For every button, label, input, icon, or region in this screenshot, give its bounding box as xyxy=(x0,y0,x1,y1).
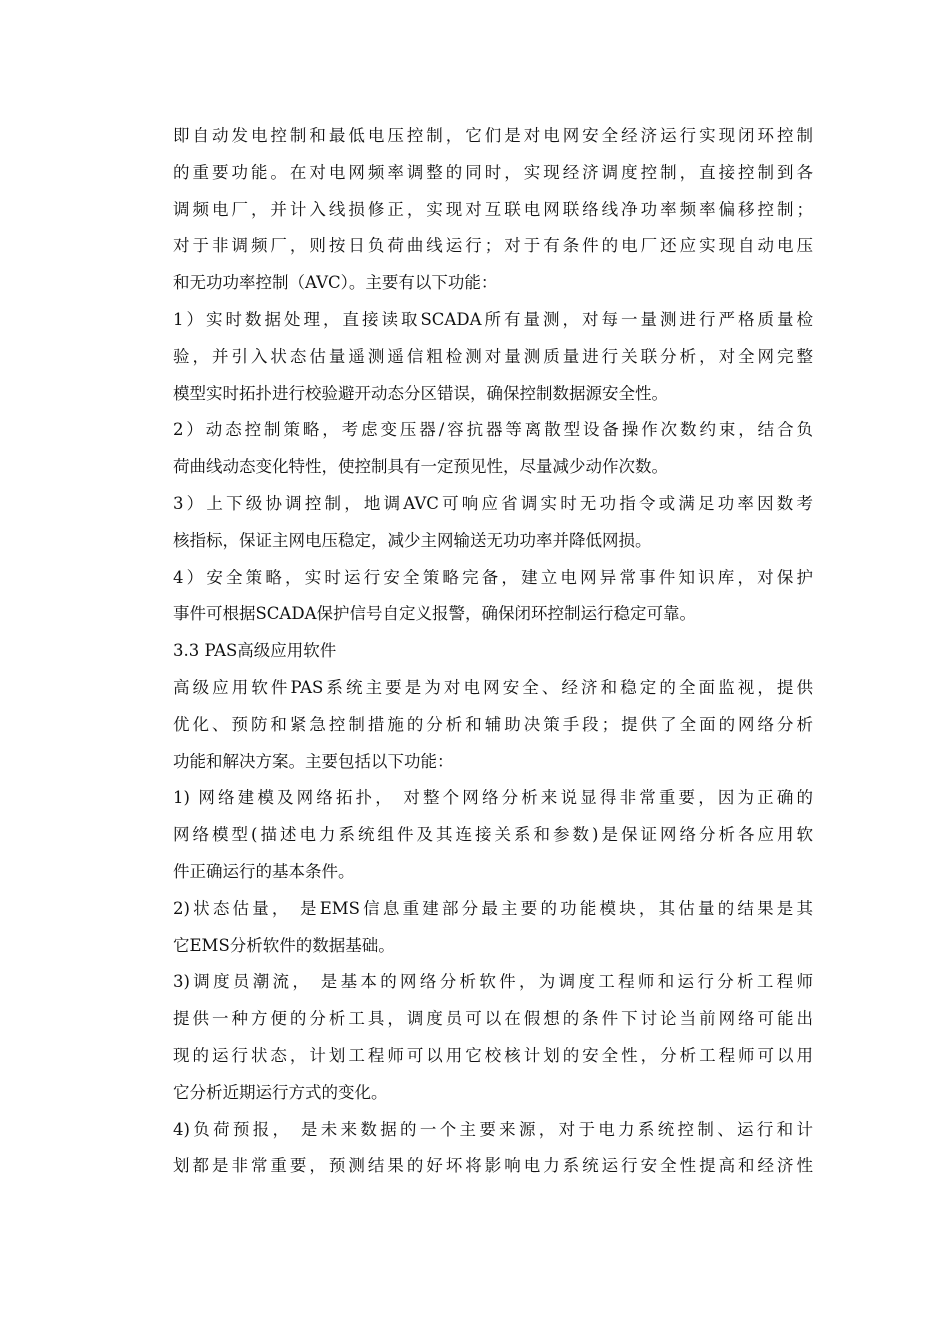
text-line: 3)调度员潮流， 是基本的网络分析软件，为调度工程师和运行分析工程师 xyxy=(173,972,813,992)
text-line: 验，并引入状态估量遥测遥信粗检测对量测质量进行关联分析，对全网完整 xyxy=(173,346,813,366)
text-line: 3.3 PAS高级应用软件 xyxy=(173,641,337,661)
text-line: 它EMS分析软件的数据基础。 xyxy=(173,935,395,955)
text-line: 现的运行状态，计划工程师可以用它校核计划的安全性，分析工程师可以用 xyxy=(173,1045,813,1065)
text-line: 优化、预防和紧急控制措施的分析和辅助决策手段；提供了全面的网络分析 xyxy=(173,714,813,734)
text-line: 模型实时拓扑进行校验避开动态分区错误，确保控制数据源安全性。 xyxy=(173,383,668,403)
text-line: 它分析近期运行方式的变化。 xyxy=(173,1082,388,1102)
text-line: 荷曲线动态变化特性，使控制具有一定预见性，尽量减少动作次数。 xyxy=(173,457,668,477)
text-line: 核指标，保证主网电压稳定，减少主网输送无功功率并降低网损。 xyxy=(173,530,652,550)
text-line: 的重要功能。在对电网频率调整的同时，实现经济调度控制，直接控制到各 xyxy=(173,162,813,182)
text-line: 事件可根据SCADA保护信号自定义报警，确保闭环控制运行稳定可靠。 xyxy=(173,604,696,624)
text-line: 2）动态控制策略，考虑变压器/容抗器等离散型设备操作次数约束，结合负 xyxy=(173,420,813,440)
text-line: 4）安全策略，实时运行安全策略完备，建立电网异常事件知识库，对保护 xyxy=(173,567,813,587)
text-line: 功能和解决方案。主要包括以下功能： xyxy=(173,751,454,771)
text-line: 2)状态估量， 是EMS信息重建部分最主要的功能模块，其估量的结果是其 xyxy=(173,898,813,918)
text-line: 件正确运行的基本条件。 xyxy=(173,861,355,881)
text-line: 网络模型(描述电力系统组件及其连接关系和参数)是保证网络分析各应用软 xyxy=(173,825,813,845)
text-line: 对于非调频厂，则按日负荷曲线运行；对于有条件的电厂还应实现自动电压 xyxy=(173,236,813,256)
text-line: 提供一种方便的分析工具，调度员可以在假想的条件下讨论当前网络可能出 xyxy=(173,1009,813,1029)
text-line: 3）上下级协调控制，地调AVC可响应省调实时无功指令或满足功率因数考 xyxy=(173,493,813,513)
text-line: 4)负荷预报， 是未来数据的一个主要来源，对于电力系统控制、运行和计 xyxy=(173,1119,813,1139)
text-line: 即自动发电控制和最低电压控制，它们是对电网安全经济运行实现闭环控制 xyxy=(173,126,813,145)
text-line: 高级应用软件PAS系统主要是为对电网安全、经济和稳定的全面监视，提供 xyxy=(173,677,813,697)
text-line: 划都是非常重要，预测结果的好坏将影响电力系统运行安全性提高和经济性 xyxy=(173,1156,813,1176)
text-line: 1) 网络建模及网络拓扑， 对整个网络分析来说显得非常重要，因为正确的 xyxy=(173,788,813,808)
text-line: 调频电厂，并计入线损修正，实现对互联电网联络线净功率频率偏移控制； xyxy=(173,199,813,219)
text-line: 1）实时数据处理，直接读取SCADA所有量测，对每一量测进行严格质量检 xyxy=(173,309,813,329)
document-body xyxy=(173,118,813,1185)
text-line: 和无功功率控制（AVC）。主要有以下功能： xyxy=(173,273,498,293)
